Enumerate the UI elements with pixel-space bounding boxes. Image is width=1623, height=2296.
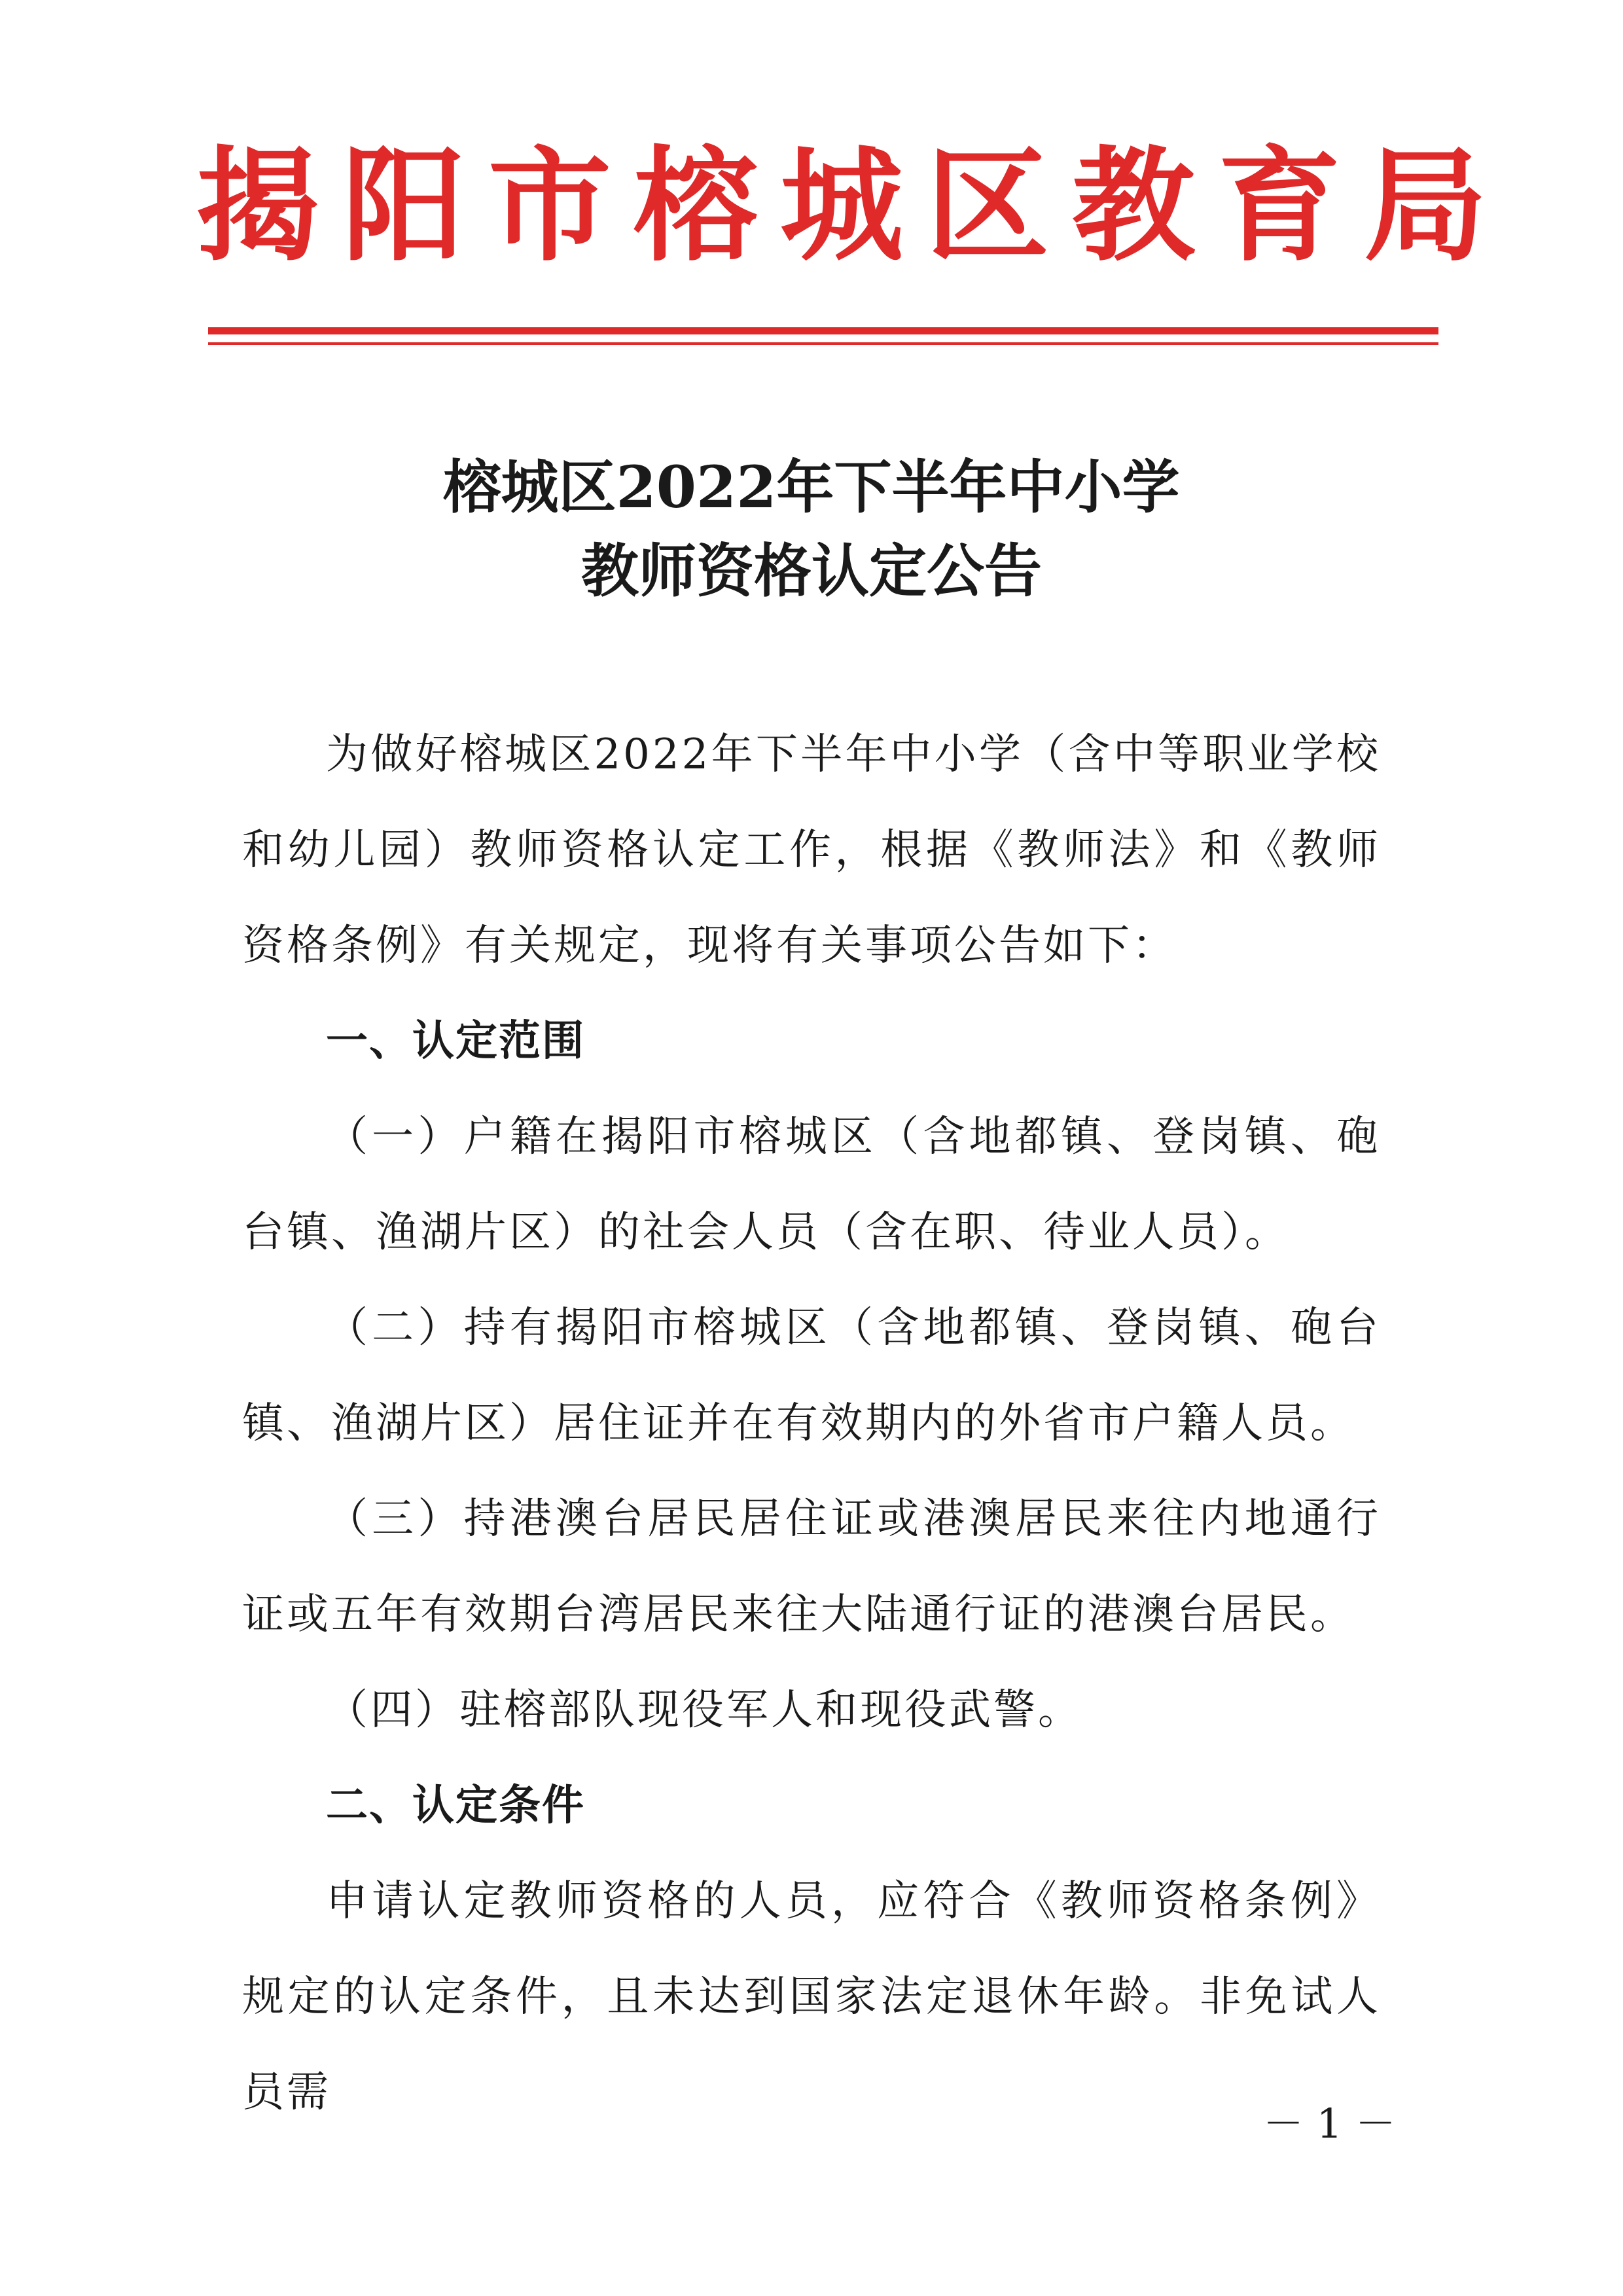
- document-body: [242, 707, 1381, 2140]
- section-heading-conditions: 二、认定条件: [326, 1782, 585, 1830]
- scope-item-4: （四）驻榕部队现役军人和现役武警。: [326, 1686, 1082, 1734]
- document-title-line2: 教师资格认定公告: [580, 537, 1042, 605]
- letterhead-title: 揭阳市榕城区教育局: [196, 134, 1510, 278]
- section-heading-scope: 一、认定范围: [326, 1017, 585, 1066]
- document-title-line1: 榕城区2022年下半年中小学: [443, 453, 1180, 521]
- scope-item-2: （二）持有揭阳市榕城区（含地都镇、登岗镇、砲台镇、渔湖片区）居住证并在有效期内的外省市户籍人员。: [242, 1304, 1381, 1448]
- scope-item-3: （三）持港澳台居民居住证或港澳居民来往内地通行证或五年有效期台湾居民来往大陆通行证的港澳台居民。: [242, 1495, 1381, 1639]
- letterhead-rule-thin: [208, 342, 1438, 345]
- document-title: [196, 445, 1427, 613]
- letterhead-rule-thick: [208, 327, 1438, 334]
- scope-item-1: （一）户籍在揭阳市榕城区（含地都镇、登岗镇、砲台镇、渔湖片区）的社会人员（含在职、待业人员）。: [242, 1113, 1381, 1257]
- page-number: － 1 －: [1263, 2100, 1396, 2147]
- intro-paragraph: 为做好榕城区2022年下半年中小学（含中等职业学校和幼儿园）教师资格认定工作，根据《教师法》和《教师资格条例》有关规定，现将有关事项公告如下：: [242, 730, 1381, 970]
- conditions-paragraph: 申请认定教师资格的人员，应符合《教师资格条例》规定的认定条件，且未达到国家法定退休年龄。非免试人员需: [242, 1877, 1381, 2117]
